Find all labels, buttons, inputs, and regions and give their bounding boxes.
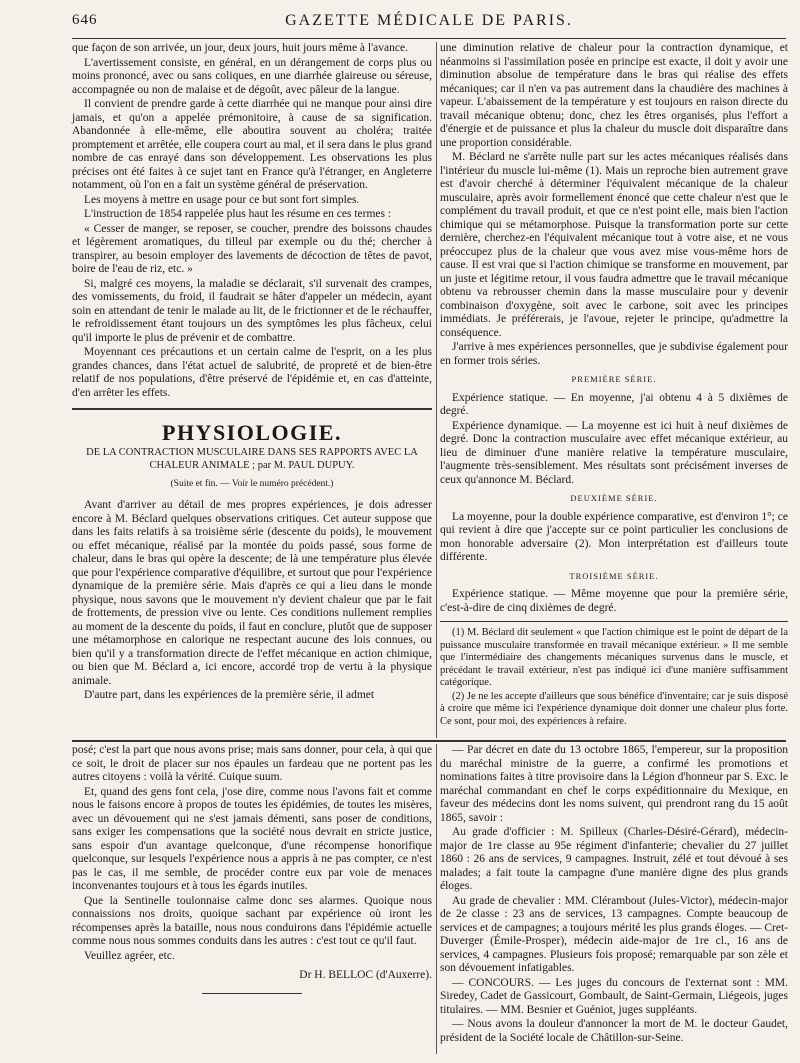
column-left-bottom bbox=[72, 744, 432, 994]
column-divider-bottom bbox=[436, 744, 437, 1054]
series-heading: DEUXIÈME SÉRIE. bbox=[570, 493, 658, 503]
signature: Dr H. BELLOC (d'Auxerre). bbox=[299, 969, 432, 981]
paragraph: — CONCOURS. — Les juges du concours de l'externat sont : MM. Siredey, Cadet de Gassicourt, Gombault, de Saint-Germain, Liégeois, juges titulaires. — MM. Besnier et Guéniot, juges suppléants. bbox=[440, 976, 788, 1016]
article-title: DE LA CONTRACTION MUSCULAIRE DANS SES RAPPORTS AVEC LA CHALEUR ANIMALE ; par M. PAUL DUPUY. bbox=[86, 446, 418, 471]
paragraph: une diminution relative de chaleur pour la contraction dynamique, et néanmoins si l'assimilation posée en principe est exacte, il doit y avoir une diminution absolue de température dans le bras qui réalise des effets mécaniques; car il n'en va pas autrement dans la chaudière des machines à vapeur. L'abaissement de la température y est toujours en raison directe du travail mécanique obtenu; donc, chez les êtres organisés, plus l'effort a d'énergie et de puissance et plus la chaleur du muscle doit disparaître dans une proportion considérable. bbox=[440, 42, 788, 149]
paragraph: Et, quand des gens font cela, j'ose dire, comme nous l'avons fait et comme nous le faisons encore à propos de toutes les épidémies, de toutes les misères, avec un dévouement qui ne s'est jamais démenti, sans poser de conditions, sans exiger les compensations que la société nous devrait en stricte justice, sans espoir d'un avantage quelconque, d'une récompense honorifique quelconque, sur lesquels l'expérience nous a appris à ne pas compter, ce n'est pas le cas, il me semble, de procéder contre eux par voie de menaces inconvenantes toujours et à tous les égards inutiles. bbox=[72, 785, 432, 892]
horizontal-rule bbox=[72, 740, 786, 742]
footnote: (1) M. Béclard dit seulement « que l'action chimique est le point de départ de la puissance musculaire transformée en travail mécanique extérieur. » Il me semble que l'intermédiaire des changements mécaniques survenus dans le muscle, et précédant le travail extérieur, n'est pas indiqué ici d'une manière suffisamment catégorique. bbox=[440, 627, 788, 688]
paragraph: Que la Sentinelle toulonnaise calme donc ses alarmes. Quoique nous connaissions nos droits, quoique sachant par expérience où iront les récompenses après la bataille, nous nous conduirons dans l'épidémie actuelle comme nous nous sommes conduits dans les autres : c'est tout ce qu'il faut. bbox=[72, 894, 432, 947]
header-rule bbox=[72, 38, 786, 39]
column-right-bottom bbox=[440, 744, 788, 1046]
paragraph: La moyenne, pour la double expérience comparative, est d'environ 1°; ce qui revient à dire que j'accepte sur ce point particulier les conclusions de mon honorable adversaire (2). Mon interprétation est d'ailleurs toute différente. bbox=[440, 510, 788, 563]
page-number: 646 bbox=[72, 12, 98, 28]
paragraph: « Cesser de manger, se reposer, se coucher, prendre des boissons chaudes et légèrement aromatiques, du tilleul par exemple ou du thé; chercher à transpirer, au besoin employer des lavements de décoction de têtes de pavot, boire de l'eau de riz, etc. » bbox=[72, 222, 432, 275]
paragraph: Expérience statique. — En moyenne, j'ai obtenu 4 à 5 dixièmes de degré. bbox=[440, 391, 788, 417]
paragraph: posé; c'est la part que nous avons prise; mais sans donner, pour cela, à qui que ce soit, le droit de placer sur nos épaules un fardeau que ne portent pas les autres citoyens : voilà la vérité. Cuique suum. bbox=[72, 744, 432, 783]
paragraph: Si, malgré ces moyens, la maladie se déclarait, s'il survenait des crampes, des vomissements, du froid, il faudrait se hâter d'appeler un médecin, ayant soin en attendant de tenir le malade au lit, de le frictionner et de le réchauffer, le refroidissement étant toujours un des symptômes les plus fâcheux, celui qu'il importe le plus de prévenir et de combattre. bbox=[72, 277, 432, 344]
series-heading: PREMIÈRE SÉRIE. bbox=[571, 374, 657, 384]
paragraph: J'arrive à mes expériences personnelles, que je subdivise également pour en former trois séries. bbox=[440, 341, 788, 367]
paragraph: Moyennant ces précautions et un certain calme de l'esprit, on a les plus grandes chances, dans l'état actuel de salubrité, de propreté et de bien-être relatif de nos populations, d'être préservé de l'épidémie et, en cas d'atteinte, d'en arrêter les effets. bbox=[72, 346, 432, 399]
journal-title: GAZETTE MÉDICALE DE PARIS. bbox=[285, 12, 573, 29]
paragraph: M. Béclard ne s'arrête nulle part sur les actes mécaniques réalisés dans l'intérieur du muscle lui-même (1). Mais un reproche bien autrement grave est d'avoir cherché à déterminer l'équivalent mécanique de la chaleur musculaire, après avoir formellement énoncé que cette chaleur n'est que le complément du travail produit, et que ce n'est point elle, mais bien l'action chimique qui se métamorphose. Puisque la transformation porte sur cette dernière, cherchez-en l'équivalent mécanique tout à votre aise, et ne vous préoccupez plus de la chaleur que vous avez mise vous-même hors de cause. Il est vrai que si l'action chimique se transforme en mouvement, par un juste et légitime retour, il vous faudra admettre que le travail mécanique obtenu va rebrousser chemin dans la masse musculaire pour y devenir combinaison d'oxygène, soit avec le carbone, soit avec les principes immédiats. Je préférerais, je l'avoue, rejeter le principe, qu'admettre la conséquence. bbox=[440, 151, 788, 339]
section-title: PHYSIOLOGIE. bbox=[162, 420, 342, 445]
continuation-note: (Suite et fin. — Voir le numéro précédent.) bbox=[170, 478, 334, 489]
paragraph: Il convient de prendre garde à cette diarrhée qui ne manque pour ainsi dire jamais, et qu'on a appelée prémonitoire, à cause de sa signification. Abandonnée à elle-même, elle aboutira souvent au choléra; traitée promptement et arrêtée, elle coupera court au mal, et il sera dans le plus grand nombre de cas enrayé dans son développement. Les observations les plus précises ont été faites à ce sujet tant en France qu'à l'étranger, en Angleterre notamment, où l'on en a fait un système général de préservation. bbox=[72, 98, 432, 191]
paragraph: Les moyens à mettre en usage pour ce but sont fort simples. bbox=[84, 193, 360, 206]
series-heading: TROISIÈME SÉRIE. bbox=[569, 570, 659, 581]
paragraph: — Par décret en date du 13 octobre 1865, l'empereur, sur la proposition du maréchal ministre de la guerre, a confirmé les promotions et nominations faites à titre provisoire dans la Légion d'honneur par S. Exc. le maréchal commandant en chef le corps expéditionnaire du Mexique, en faveur des médecins dont les noms suivent, qui prendront rang du 15 août 1865, savoir : bbox=[440, 744, 788, 824]
footnote-rule bbox=[440, 621, 788, 622]
paragraph: Expérience dynamique. — La moyenne est ici huit à neuf dixièmes de degré. Donc la contraction musculaire avec effet mécanique extérieur, au lieu de diminuer d'une manière relative la température musculaire, l'augmente très-sensiblement. Mes résultats sont précisément inverses de ceux qu'annonce M. Béclard. bbox=[440, 419, 788, 486]
paragraph: L'instruction de 1854 rappelée plus haut les résume en ces termes : bbox=[84, 208, 392, 220]
footnote: (2) Je ne les accepte d'ailleurs que sous bénéfice d'inventaire; car je suis disposé à croire que même ici l'expérience dynamique doit donner une chaleur plus forte. Ce sont, pour moi, des expériences à refaire. bbox=[440, 690, 788, 727]
paragraph: que façon de son arrivée, un jour, deux jours, huit jours même à l'avance. bbox=[72, 42, 408, 54]
paragraph: — Nous avons la douleur d'annoncer la mort de M. le docteur Gaudet, président de la Société locale de Châtillon-sur-Seine. bbox=[440, 1018, 788, 1044]
section-rule bbox=[72, 408, 432, 410]
column-right-top bbox=[440, 42, 788, 729]
column-divider-top bbox=[436, 42, 437, 738]
paragraph: D'autre part, dans les expériences de la première série, il admet bbox=[84, 689, 375, 701]
paragraph: Veuillez agréer, etc. bbox=[84, 949, 175, 962]
paragraph: Expérience statique. — Même moyenne que pour la première série, c'est-à-dire de cinq dixièmes de degré. bbox=[440, 588, 788, 614]
paragraph: L'avertissement consiste, en général, en un dérangement de corps plus ou moins prononcé, avec ou sans coliques, en une diarrhée glaireuse ou séreuse, accompagnée ou non de malaise et de dégoût, avec pâleur de la langue. bbox=[72, 56, 432, 96]
paragraph: Au grade de chevalier : MM. Clérambout (Jules-Victor), médecin-major de 2e classe : 23 ans de services, 13 campagnes. Compte beaucoup de services et de campagnes; a toujours mérité les plus grands éloges. — Cret-Duverger (Émile-Prosper), médecin aide-major de 1re cl., 16 ans de services, 4 campagnes. Plusieurs fois proposé; remarquable par son zèle et son dévouement infatigables. bbox=[440, 894, 788, 974]
closing-rule bbox=[202, 993, 302, 994]
column-left-top bbox=[72, 42, 432, 704]
page-header bbox=[72, 12, 786, 38]
paragraph: Avant d'arriver au détail de mes propres expériences, je dois adresser encore à M. Béclard quelques observations critiques. Cet auteur suppose que dans les faits relatifs à sa troisième série (descente du poids), le mouvement ou effet mécanique, réalisé par la montée du poids passé, sous forme de chaleur, dans le bras qui opère la descente; de là une température plus élevée que pour l'expérience comparative d'équilibre, et surtout que pour l'expérience dynamique de la première série. Mais d'après ce qui a lieu dans le monde physique, nous savons que le mouvement n'y devient chaleur que par le fait de frottements, de pression vive ou lente. Ces conditions nullement remplies au moment de la descente du poids, il faut en conclure, plutôt que de supposer une métamorphose en calorique ne respectant aucune des lois connues, ou bien qu'il y a transformation directe de l'effet mécanique en action chimique, ou bien que M. Béclard a, ici encore, accordé trop de vertu à la physique animale. bbox=[72, 499, 433, 687]
paragraph: Au grade d'officier : M. Spilleux (Charles-Désiré-Gérard), médecin-major de 1re classe au 95e régiment d'infanterie; chevalier du 27 juillet 1860 : 26 ans de services, 9 campagnes. Instruit, zélé et tout dévoué à ses malades; a fait toute la campagne d'une manière digne des plus grands éloges. bbox=[440, 826, 788, 892]
